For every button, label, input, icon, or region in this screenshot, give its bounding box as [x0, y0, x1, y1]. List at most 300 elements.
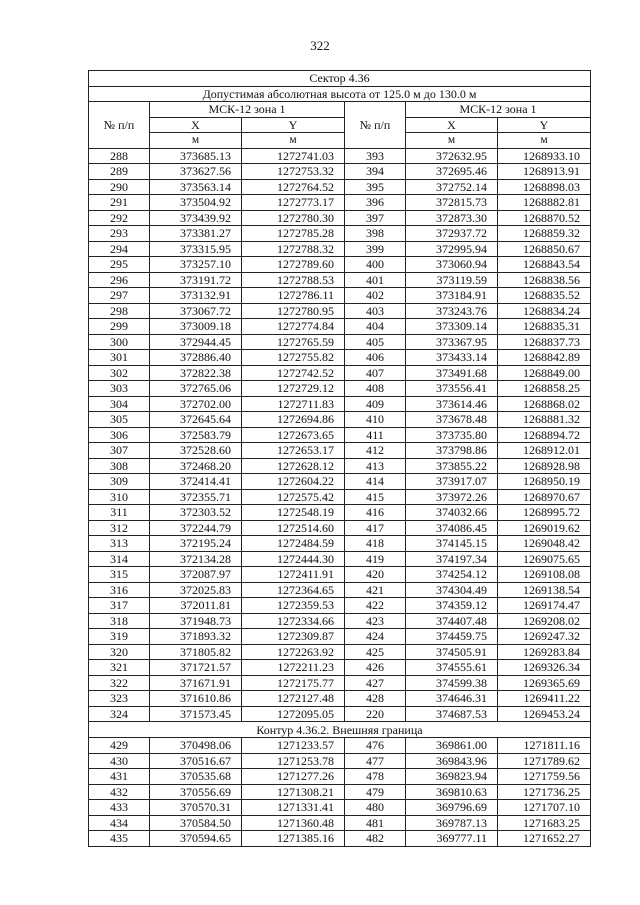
x-value-right: 374687.53	[406, 706, 498, 722]
point-number-left: 306	[89, 427, 150, 443]
x-value-right: 369861.00	[406, 738, 498, 754]
table-row	[89, 613, 591, 629]
x-value-left: 371948.73	[150, 613, 242, 629]
y-value-right: 1268850.67	[498, 241, 591, 257]
num-header-left: № п/п	[89, 102, 150, 149]
y-value-left: 1272175.77	[242, 675, 345, 691]
table-row	[89, 675, 591, 691]
table-row	[89, 195, 591, 211]
y-value-left: 1272575.42	[242, 489, 345, 505]
point-number-left: 288	[89, 148, 150, 164]
point-number-left: 308	[89, 458, 150, 474]
point-number-right: 480	[345, 800, 406, 816]
table-row	[89, 179, 591, 195]
table-row	[89, 148, 591, 164]
point-number-right: 401	[345, 272, 406, 288]
table-row	[89, 303, 591, 319]
point-number-right: 479	[345, 784, 406, 800]
point-number-right: 417	[345, 520, 406, 536]
header-row-1	[89, 102, 591, 118]
y-value-left: 1272764.52	[242, 179, 345, 195]
point-number-left: 320	[89, 644, 150, 660]
x-value-right: 372873.30	[406, 210, 498, 226]
contour-title-row	[89, 722, 591, 738]
x-value-right: 372695.46	[406, 164, 498, 180]
y-value-right: 1268898.03	[498, 179, 591, 195]
x-value-right: 373735.80	[406, 427, 498, 443]
x-value-right: 374145.15	[406, 536, 498, 552]
point-number-right: 399	[345, 241, 406, 257]
x-value-right: 373309.14	[406, 319, 498, 335]
x-value-left: 372025.83	[150, 582, 242, 598]
sector-title-row	[89, 71, 591, 87]
point-number-right: 409	[345, 396, 406, 412]
point-number-left: 304	[89, 396, 150, 412]
y-value-left: 1272653.17	[242, 443, 345, 459]
point-number-right: 482	[345, 831, 406, 847]
table-row	[89, 505, 591, 521]
point-number-right: 481	[345, 815, 406, 831]
table-row	[89, 706, 591, 722]
x-value-left: 372087.97	[150, 567, 242, 583]
point-number-left: 290	[89, 179, 150, 195]
x-value-left: 372244.79	[150, 520, 242, 536]
point-number-left: 429	[89, 738, 150, 754]
x-value-left: 372355.71	[150, 489, 242, 505]
point-number-right: 421	[345, 582, 406, 598]
point-number-right: 415	[345, 489, 406, 505]
table-row	[89, 288, 591, 304]
y-value-left: 1272514.60	[242, 520, 345, 536]
x-value-left: 371573.45	[150, 706, 242, 722]
x-value-left: 371721.57	[150, 660, 242, 676]
table-row	[89, 396, 591, 412]
x-value-right: 372815.73	[406, 195, 498, 211]
table-row	[89, 334, 591, 350]
x-value-right: 372752.14	[406, 179, 498, 195]
point-number-right: 396	[345, 195, 406, 211]
x-value-right: 373798.86	[406, 443, 498, 459]
y-value-left: 1272484.59	[242, 536, 345, 552]
table-row	[89, 644, 591, 660]
point-number-left: 323	[89, 691, 150, 707]
point-number-right: 410	[345, 412, 406, 428]
y-value-left: 1272095.05	[242, 706, 345, 722]
point-number-right: 416	[345, 505, 406, 521]
x-value-left: 371805.82	[150, 644, 242, 660]
y-value-right: 1268834.24	[498, 303, 591, 319]
y-value-left: 1272780.30	[242, 210, 345, 226]
y-value-left: 1272604.22	[242, 474, 345, 490]
table-row	[89, 257, 591, 273]
x-value-right: 374197.34	[406, 551, 498, 567]
y-value-left: 1271233.57	[242, 738, 345, 754]
point-number-right: 413	[345, 458, 406, 474]
table-row	[89, 241, 591, 257]
table-body-sector	[89, 148, 591, 722]
y-header-left: Y	[242, 117, 345, 133]
y-value-left: 1272753.32	[242, 164, 345, 180]
point-number-left: 319	[89, 629, 150, 645]
point-number-left: 309	[89, 474, 150, 490]
table-row	[89, 458, 591, 474]
x-value-right: 374459.75	[406, 629, 498, 645]
x-value-left: 373685.13	[150, 148, 242, 164]
y-value-right: 1268842.89	[498, 350, 591, 366]
y-value-right: 1269208.02	[498, 613, 591, 629]
point-number-left: 318	[89, 613, 150, 629]
x-value-left: 372645.64	[150, 412, 242, 428]
y-value-left: 1272788.53	[242, 272, 345, 288]
y-value-left: 1271360.48	[242, 815, 345, 831]
point-number-right: 414	[345, 474, 406, 490]
point-number-right: 419	[345, 551, 406, 567]
y-value-left: 1272785.28	[242, 226, 345, 242]
x-value-right: 373433.14	[406, 350, 498, 366]
x-value-left: 370556.69	[150, 784, 242, 800]
point-number-left: 299	[89, 319, 150, 335]
x-value-right: 373060.94	[406, 257, 498, 273]
y-value-left: 1272774.84	[242, 319, 345, 335]
x-value-right: 374407.48	[406, 613, 498, 629]
y-value-right: 1269174.47	[498, 598, 591, 614]
crs-header-left: МСК-12 зона 1	[150, 102, 345, 118]
x-value-left: 372822.38	[150, 365, 242, 381]
table-row	[89, 427, 591, 443]
table-row	[89, 272, 591, 288]
point-number-right: 412	[345, 443, 406, 459]
point-number-right: 477	[345, 753, 406, 769]
y-value-right: 1268995.72	[498, 505, 591, 521]
point-number-right: 424	[345, 629, 406, 645]
table-row	[89, 443, 591, 459]
x-value-left: 372528.60	[150, 443, 242, 459]
x-value-right: 374359.12	[406, 598, 498, 614]
point-number-left: 314	[89, 551, 150, 567]
crs-header-right: МСК-12 зона 1	[406, 102, 591, 118]
y-value-right: 1271811.16	[498, 738, 591, 754]
y-value-left: 1272788.32	[242, 241, 345, 257]
point-number-left: 295	[89, 257, 150, 273]
y-value-left: 1271385.16	[242, 831, 345, 847]
altitude-note-row	[89, 86, 591, 102]
point-number-left: 430	[89, 753, 150, 769]
y-value-right: 1268894.72	[498, 427, 591, 443]
point-number-right: 220	[345, 706, 406, 722]
y-value-left: 1271308.21	[242, 784, 345, 800]
y-value-left: 1272628.12	[242, 458, 345, 474]
y-value-right: 1268858.25	[498, 381, 591, 397]
table-row	[89, 536, 591, 552]
y-value-right: 1268933.10	[498, 148, 591, 164]
y-value-left: 1272765.59	[242, 334, 345, 350]
y-value-right: 1268950.19	[498, 474, 591, 490]
point-number-left: 294	[89, 241, 150, 257]
x-value-right: 373491.68	[406, 365, 498, 381]
point-number-left: 297	[89, 288, 150, 304]
point-number-right: 398	[345, 226, 406, 242]
x-value-left: 372702.00	[150, 396, 242, 412]
x-value-left: 371610.86	[150, 691, 242, 707]
x-value-left: 373315.95	[150, 241, 242, 257]
table-row	[89, 350, 591, 366]
unit-y-left: м	[242, 133, 345, 149]
x-value-left: 370584.50	[150, 815, 242, 831]
x-value-left: 373627.56	[150, 164, 242, 180]
y-value-right: 1269048.42	[498, 536, 591, 552]
table-row	[89, 815, 591, 831]
table-row	[89, 800, 591, 816]
y-value-right: 1268881.32	[498, 412, 591, 428]
y-value-left: 1271277.26	[242, 769, 345, 785]
y-value-left: 1272673.65	[242, 427, 345, 443]
table-row	[89, 226, 591, 242]
x-value-left: 371671.91	[150, 675, 242, 691]
point-number-right: 406	[345, 350, 406, 366]
point-number-left: 315	[89, 567, 150, 583]
y-value-right: 1269326.34	[498, 660, 591, 676]
y-value-left: 1272741.03	[242, 148, 345, 164]
y-value-left: 1272711.83	[242, 396, 345, 412]
sector-title: Сектор 4.36	[89, 71, 591, 87]
point-number-left: 434	[89, 815, 150, 831]
x-value-left: 373191.72	[150, 272, 242, 288]
x-value-right: 369787.13	[406, 815, 498, 831]
y-value-left: 1272444.30	[242, 551, 345, 567]
y-value-left: 1272773.17	[242, 195, 345, 211]
x-header-left: X	[150, 117, 242, 133]
point-number-left: 431	[89, 769, 150, 785]
x-value-left: 370570.31	[150, 800, 242, 816]
table-row	[89, 567, 591, 583]
y-value-right: 1269075.65	[498, 551, 591, 567]
point-number-left: 298	[89, 303, 150, 319]
point-number-left: 289	[89, 164, 150, 180]
x-value-right: 374032.66	[406, 505, 498, 521]
table-row	[89, 365, 591, 381]
y-value-right: 1271707.10	[498, 800, 591, 816]
x-value-right: 374304.49	[406, 582, 498, 598]
x-value-right: 369796.69	[406, 800, 498, 816]
contour-section	[89, 722, 591, 738]
table-row	[89, 551, 591, 567]
y-value-left: 1272548.19	[242, 505, 345, 521]
y-value-right: 1269019.62	[498, 520, 591, 536]
x-value-left: 373257.10	[150, 257, 242, 273]
x-value-right: 374646.31	[406, 691, 498, 707]
table-row	[89, 520, 591, 536]
y-value-right: 1271683.25	[498, 815, 591, 831]
table-row	[89, 738, 591, 754]
point-number-right: 403	[345, 303, 406, 319]
point-number-left: 305	[89, 412, 150, 428]
y-value-right: 1271652.27	[498, 831, 591, 847]
y-value-right: 1268835.52	[498, 288, 591, 304]
x-value-left: 373381.27	[150, 226, 242, 242]
y-value-right: 1268868.02	[498, 396, 591, 412]
point-number-right: 408	[345, 381, 406, 397]
y-value-left: 1272211.23	[242, 660, 345, 676]
point-number-left: 310	[89, 489, 150, 505]
x-value-left: 372011.81	[150, 598, 242, 614]
y-value-left: 1272755.82	[242, 350, 345, 366]
x-value-right: 372937.72	[406, 226, 498, 242]
x-value-right: 373855.22	[406, 458, 498, 474]
point-number-right: 393	[345, 148, 406, 164]
page-number: 322	[310, 38, 330, 53]
point-number-right: 418	[345, 536, 406, 552]
point-number-right: 397	[345, 210, 406, 226]
x-value-left: 370498.06	[150, 738, 242, 754]
x-value-right: 373678.48	[406, 412, 498, 428]
point-number-left: 292	[89, 210, 150, 226]
x-value-left: 370594.65	[150, 831, 242, 847]
point-number-right: 404	[345, 319, 406, 335]
contour-title: Контур 4.36.2. Внешняя граница	[89, 722, 591, 738]
y-value-right: 1269411.22	[498, 691, 591, 707]
point-number-right: 428	[345, 691, 406, 707]
y-value-right: 1271736.25	[498, 784, 591, 800]
y-value-right: 1268913.91	[498, 164, 591, 180]
point-number-right: 394	[345, 164, 406, 180]
x-value-right: 369843.96	[406, 753, 498, 769]
x-value-right: 373917.07	[406, 474, 498, 490]
point-number-right: 407	[345, 365, 406, 381]
x-value-left: 372944.45	[150, 334, 242, 350]
point-number-left: 316	[89, 582, 150, 598]
point-number-right: 420	[345, 567, 406, 583]
x-value-left: 371893.32	[150, 629, 242, 645]
x-value-left: 370516.67	[150, 753, 242, 769]
point-number-right: 478	[345, 769, 406, 785]
x-value-left: 370535.68	[150, 769, 242, 785]
y-value-right: 1268928.98	[498, 458, 591, 474]
point-number-right: 400	[345, 257, 406, 273]
table-row	[89, 753, 591, 769]
header-row-2	[89, 117, 591, 133]
num-header-right: № п/п	[345, 102, 406, 149]
y-value-right: 1268870.52	[498, 210, 591, 226]
y-value-right: 1271789.62	[498, 753, 591, 769]
x-value-right: 374599.38	[406, 675, 498, 691]
y-value-right: 1268970.67	[498, 489, 591, 505]
x-value-right: 369810.63	[406, 784, 498, 800]
table-row	[89, 210, 591, 226]
table-row	[89, 784, 591, 800]
y-value-right: 1269247.32	[498, 629, 591, 645]
x-value-left: 372414.41	[150, 474, 242, 490]
x-value-left: 372468.20	[150, 458, 242, 474]
table-row	[89, 769, 591, 785]
x-value-right: 373614.46	[406, 396, 498, 412]
point-number-left: 435	[89, 831, 150, 847]
x-value-right: 373243.76	[406, 303, 498, 319]
coordinates-table	[88, 70, 591, 847]
y-header-right: Y	[498, 117, 591, 133]
x-value-left: 372886.40	[150, 350, 242, 366]
y-value-right: 1269453.24	[498, 706, 591, 722]
x-value-right: 373184.91	[406, 288, 498, 304]
x-value-right: 373972.26	[406, 489, 498, 505]
y-value-right: 1268849.00	[498, 365, 591, 381]
y-value-left: 1272263.92	[242, 644, 345, 660]
point-number-left: 321	[89, 660, 150, 676]
x-header-right: X	[406, 117, 498, 133]
x-value-right: 373556.41	[406, 381, 498, 397]
point-number-left: 293	[89, 226, 150, 242]
point-number-left: 317	[89, 598, 150, 614]
x-value-right: 373367.95	[406, 334, 498, 350]
table-body-contour	[89, 738, 591, 847]
point-number-right: 405	[345, 334, 406, 350]
y-value-right: 1269365.69	[498, 675, 591, 691]
point-number-left: 322	[89, 675, 150, 691]
y-value-left: 1272729.12	[242, 381, 345, 397]
y-value-left: 1272359.53	[242, 598, 345, 614]
x-value-left: 372303.52	[150, 505, 242, 521]
point-number-right: 402	[345, 288, 406, 304]
y-value-right: 1268912.01	[498, 443, 591, 459]
y-value-left: 1272789.60	[242, 257, 345, 273]
unit-row	[89, 133, 591, 149]
point-number-left: 291	[89, 195, 150, 211]
x-value-right: 374254.12	[406, 567, 498, 583]
x-value-right: 374505.91	[406, 644, 498, 660]
x-value-left: 373563.14	[150, 179, 242, 195]
point-number-left: 311	[89, 505, 150, 521]
point-number-right: 426	[345, 660, 406, 676]
y-value-left: 1272411.91	[242, 567, 345, 583]
y-value-right: 1269283.84	[498, 644, 591, 660]
y-value-left: 1272742.52	[242, 365, 345, 381]
unit-y-right: м	[498, 133, 591, 149]
y-value-left: 1272364.65	[242, 582, 345, 598]
y-value-right: 1269108.08	[498, 567, 591, 583]
altitude-note: Допустимая абсолютная высота от 125.0 м до 130.0 м	[89, 86, 591, 102]
y-value-right: 1271759.56	[498, 769, 591, 785]
point-number-left: 303	[89, 381, 150, 397]
x-value-left: 373067.72	[150, 303, 242, 319]
point-number-left: 312	[89, 520, 150, 536]
table-row	[89, 412, 591, 428]
point-number-left: 296	[89, 272, 150, 288]
x-value-right: 374086.45	[406, 520, 498, 536]
x-value-left: 372765.06	[150, 381, 242, 397]
x-value-right: 372632.95	[406, 148, 498, 164]
point-number-left: 432	[89, 784, 150, 800]
unit-x-left: м	[150, 133, 242, 149]
y-value-left: 1271253.78	[242, 753, 345, 769]
point-number-left: 301	[89, 350, 150, 366]
y-value-left: 1272309.87	[242, 629, 345, 645]
point-number-left: 302	[89, 365, 150, 381]
y-value-left: 1272780.95	[242, 303, 345, 319]
x-value-left: 372134.28	[150, 551, 242, 567]
y-value-left: 1272694.86	[242, 412, 345, 428]
y-value-left: 1272786.11	[242, 288, 345, 304]
table-row	[89, 474, 591, 490]
point-number-right: 395	[345, 179, 406, 195]
y-value-right: 1268843.54	[498, 257, 591, 273]
point-number-left: 324	[89, 706, 150, 722]
x-value-right: 369823.94	[406, 769, 498, 785]
point-number-right: 427	[345, 675, 406, 691]
table-row	[89, 691, 591, 707]
unit-x-right: м	[406, 133, 498, 149]
point-number-right: 423	[345, 613, 406, 629]
table-row	[89, 831, 591, 847]
y-value-right: 1268838.56	[498, 272, 591, 288]
